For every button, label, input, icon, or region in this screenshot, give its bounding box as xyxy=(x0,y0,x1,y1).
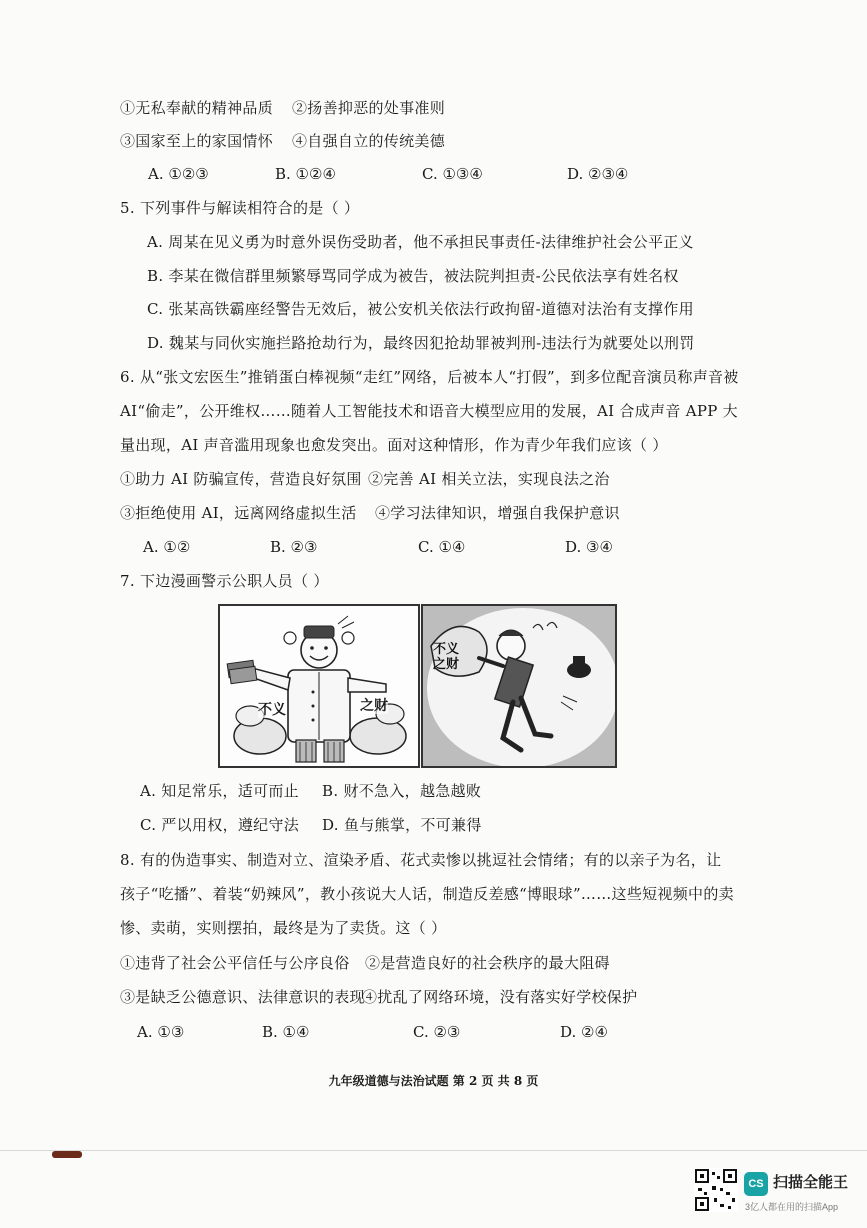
q8-item-4: ④扰乱了网络环境，没有落实好学校保护 xyxy=(362,988,638,1006)
q5-option-b: B. 李某在微信群里频繁辱骂同学成为被告，被法院判担责-公民依法享有姓名权 xyxy=(147,267,679,285)
q8-item-3: ③是缺乏公德意识、法律意识的表现 xyxy=(120,988,365,1006)
cartoon-right-label: 不义之财 xyxy=(433,642,460,672)
page-footer: 九年级道德与法治试题 第 2 页 共 8 页 xyxy=(328,1074,539,1088)
q8-option-a: A. ①③ xyxy=(137,1023,185,1041)
q7-stem: 7. 下边漫画警示公职人员（ ） xyxy=(120,572,329,590)
q8-item-2: ②是营造良好的社会秩序的最大阻碍 xyxy=(365,954,610,972)
q6-item-1: ①助力 AI 防骗宣传，营造良好氛围 xyxy=(120,470,362,488)
q8-item-1: ①违背了社会公平信任与公序良俗 xyxy=(120,954,350,972)
q6-option-c: C. ①④ xyxy=(418,538,466,556)
q7-option-b: B. 财不急入，越急越败 xyxy=(322,782,482,800)
scan-stain-mark xyxy=(52,1151,82,1158)
q4-option-a: A. ①②③ xyxy=(148,165,209,183)
camscanner-logo-icon: CS xyxy=(744,1172,768,1196)
q4-option-b: B. ①②④ xyxy=(275,165,336,183)
q8-option-c: C. ②③ xyxy=(413,1023,461,1041)
q5-stem: 5. 下列事件与解读相符合的是（ ） xyxy=(120,199,360,217)
q6-option-d: D. ③④ xyxy=(565,538,613,556)
q7-option-c: C. 严以用权，遵纪守法 xyxy=(140,816,300,834)
cartoon-left-label-1: 不义 xyxy=(258,702,286,718)
q7-option-d: D. 鱼与熊掌，不可兼得 xyxy=(322,816,482,834)
q8-option-b: B. ①④ xyxy=(262,1023,310,1041)
q6-stem-line-2: AI“偷走”，公开维权……随着人工智能技术和语音大模型应用的发展，AI 合成声音 APP 大 xyxy=(120,402,738,420)
cartoon-left-label-2: 之财 xyxy=(360,698,388,714)
q6-option-b: B. ②③ xyxy=(270,538,318,556)
cartoon-caught-illustration xyxy=(423,606,615,766)
q4-item-3: ③国家至上的家国情怀 xyxy=(120,132,274,150)
q5-option-a: A. 周某在见义勇为时意外误伤受助者，他不承担民事责任-法律维护社会公平正义 xyxy=(147,233,694,251)
q7-option-a: A. 知足常乐，适可而止 xyxy=(140,782,299,800)
q6-option-a: A. ①② xyxy=(143,538,191,556)
q5-option-c: C. 张某高铁霸座经警告无效后，被公安机关依法行政拘留-道德对法治有支撑作用 xyxy=(147,300,694,318)
q6-item-3: ③拒绝使用 AI，远离网络虚拟生活 xyxy=(120,504,357,522)
page-bottom-divider xyxy=(0,1150,867,1151)
cartoon-official-greedy xyxy=(218,604,420,768)
qr-code-icon xyxy=(694,1168,738,1212)
q4-item-4: ④自强自立的传统美德 xyxy=(292,132,446,150)
q6-item-4: ④学习法律知识，增强自我保护意识 xyxy=(375,504,620,522)
q4-option-d: D. ②③④ xyxy=(567,165,629,183)
scanner-brand-tagline: 3亿人都在用的扫描App xyxy=(745,1202,839,1212)
q6-item-2: ②完善 AI 相关立法，实现良法之治 xyxy=(368,470,610,488)
q4-item-2: ②扬善抑恶的处事准则 xyxy=(292,99,446,117)
cartoon-official-illustration xyxy=(220,606,418,766)
q8-stem-line-2: 孩子“吃播”、着装“奶辣风”，教小孩说大人话，制造反差感“博眼球”……这些短视频中的卖 xyxy=(120,885,734,903)
q8-stem-line-3: 惨、卖萌，实则摆拍，最终是为了卖货。这（ ） xyxy=(120,919,447,937)
cartoon-official-caught xyxy=(421,604,617,768)
q4-option-c: C. ①③④ xyxy=(422,165,483,183)
q8-option-d: D. ②④ xyxy=(560,1023,608,1041)
q6-stem-line-3: 量出现，AI 声音滥用现象也愈发突出。面对这种情形，作为青少年我们应该（ ） xyxy=(120,436,668,454)
q5-option-d: D. 魏某与同伙实施拦路抢劫行为，最终因犯抢劫罪被判刑-违法行为就要处以刑罚 xyxy=(147,334,695,352)
q4-item-1: ①无私奉献的精神品质 xyxy=(120,99,274,117)
q6-stem-line-1: 6. 从“张文宏医生”推销蛋白棒视频“走红”网络，后被本人“打假”，到多位配音演员称声音被 xyxy=(120,368,739,386)
scanner-brand-name: 扫描全能王 xyxy=(773,1174,849,1191)
q8-stem-line-1: 8. 有的伪造事实、制造对立、渲染矛盾、花式卖惨以挑逗社会情绪；有的以亲子为名，让 xyxy=(120,851,722,869)
